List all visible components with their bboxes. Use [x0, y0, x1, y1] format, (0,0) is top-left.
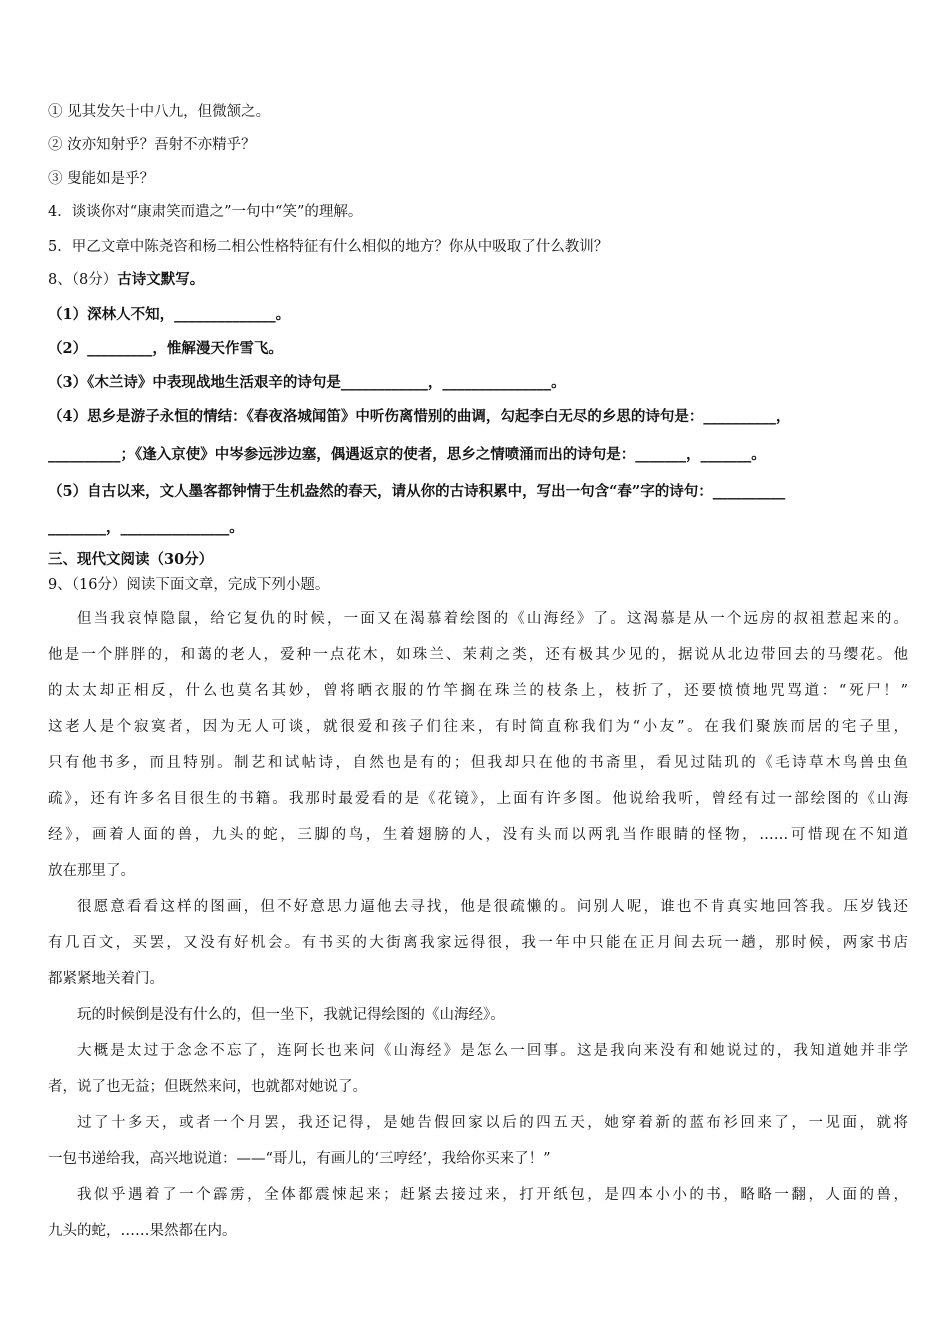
question-item-3: ③ 叟能如是乎？ [48, 171, 155, 187]
passage-line: 疏》，还有许多名目很生的书籍。我那时最爱看的是《花镜》，上面有许多图。他说给我听，曾经有过一部绘图的《山海 [48, 791, 908, 807]
question-item-2: ② 汝亦知射乎？吾射不亦精乎？ [48, 137, 256, 153]
section-3-title: 三、现代文阅读（30分） [48, 551, 214, 568]
passage-line: 都紧紧地关着门。 [48, 971, 164, 987]
passage-line: 很愿意看看这样的图画，但不好意思力逼他去寻找，他是很疏懒的。问别人呢，谁也不肯真实地回答我。压岁钱还 [77, 899, 908, 915]
passage-line: 的太太却正相反，什么也莫名其妙，曾将晒衣服的竹竿搁在珠兰的枝条上，枝折了，还要愤愤地咒骂道：“死尸！” [48, 683, 908, 699]
passage-line: 大概是太过于念念不忘了，连阿长也来问《山海经》是怎么一回事。这是我向来没有和她说过的，我知道她并非学 [77, 1043, 908, 1059]
passage-paragraph-2 [48, 889, 908, 997]
passage [48, 601, 908, 1249]
passage-line: 放在那里了。 [48, 863, 135, 879]
passage-line: 者，说了也无益；但既然来问，也就都对她说了。 [48, 1079, 367, 1095]
dictation-item-2: （2）_________，惟解漫天作雪飞。 [48, 340, 283, 357]
dictation-item-4-line1: （4）思乡是游子永恒的情结：《春夜洛城闻笛》中听伤离惜别的曲调，勾起李白无尽的乡思的诗句是：__________， [48, 408, 791, 425]
dictation-item-1: （1）深林人不知，______________。 [48, 306, 291, 323]
question-9: 9、（16分）阅读下面文章，完成下列小题。 [48, 577, 330, 593]
dictation-item-5-line2: ________，_______________。 [48, 519, 244, 536]
passage-line: 经》，画着人面的兽，九头的蛇，三脚的鸟，生着翅膀的人，没有头而以两乳当作眼睛的怪物，……可惜现在不知道 [48, 827, 908, 843]
passage-paragraph-6 [48, 1177, 908, 1249]
passage-paragraph-1 [48, 601, 908, 889]
passage-line: 有几百文，买罢，又没有好机会。有书买的大街离我家远得很，我一年中只能在正月间去玩一趟，那时候，两家书店 [48, 935, 908, 951]
passage-line: 我似乎遇着了一个霹雳，全体都震悚起来；赶紧去接过来，打开纸包，是四本小小的书，略略一翻，人面的兽， [77, 1187, 908, 1203]
question-4: 4．谈谈你对“康肃笑而遣之”一句中“笑”的理解。 [48, 204, 363, 220]
passage-line: 他是一个胖胖的，和蔼的老人，爱种一点花木，如珠兰、茉莉之类，还有极其少见的，据说从北边带回去的马缨花。他 [48, 647, 908, 663]
passage-paragraph-5 [48, 1105, 908, 1177]
dictation-item-3: （3）《木兰诗》中表现战地生活艰辛的诗句是____________，_______________。 [48, 374, 566, 391]
dictation-item-5-line1: （5）自古以来，文人墨客都钟情于生机盎然的春天，请从你的古诗积累中，写出一句含“春”字的诗句：__________ [48, 483, 786, 500]
question-item-1: ① 见其发矢十中八九，但微颔之。 [48, 104, 271, 120]
passage-line: 九头的蛇，……果然都在内。 [48, 1223, 237, 1239]
passage-line: 但当我哀悼隐鼠，给它复仇的时候，一面又在渴慕着绘图的《山海经》了。这渴慕是从一个远房的叔祖惹起来的。 [77, 611, 908, 627]
passage-line: 这老人是个寂寞者，因为无人可谈，就很爱和孩子们往来，有时简直称我们为“小友”。在我们聚族而居的宅子里， [48, 719, 908, 735]
passage-line: 一包书递给我，高兴地说道：——“哥儿，有画儿的‘三哼经’，我给你买来了！” [48, 1151, 551, 1167]
passage-paragraph-4 [48, 1033, 908, 1105]
passage-line: 只有他书多，而且特别。制艺和试帖诗，自然也是有的；但我却只在他的书斋里，看见过陆玑的《毛诗草木鸟兽虫鱼 [48, 755, 908, 771]
question-5: 5．甲乙文章中陈尧咨和杨二相公性格特征有什么相似的地方？你从中吸取了什么教训？ [48, 239, 609, 255]
passage-line: 玩的时候倒是没有什么的，但一坐下，我就记得绘图的《山海经》。 [77, 1007, 505, 1023]
dictation-item-4-line2: __________；《逢入京使》中岑参远涉边塞，偶遇返京的使者，思乡之情喷涌而出的诗句是：_______，_______。 [48, 446, 766, 463]
question-8-prefix: 8、（8分） [48, 272, 118, 288]
question-8-heading [48, 270, 908, 290]
question-8-title: 古诗文默写。 [117, 271, 205, 288]
passage-paragraph-3 [48, 997, 908, 1033]
passage-line: 过了十多天，或者一个月罢，我还记得，是她告假回家以后的四五天，她穿着新的蓝布衫回来了，一见面，就将 [77, 1115, 908, 1131]
